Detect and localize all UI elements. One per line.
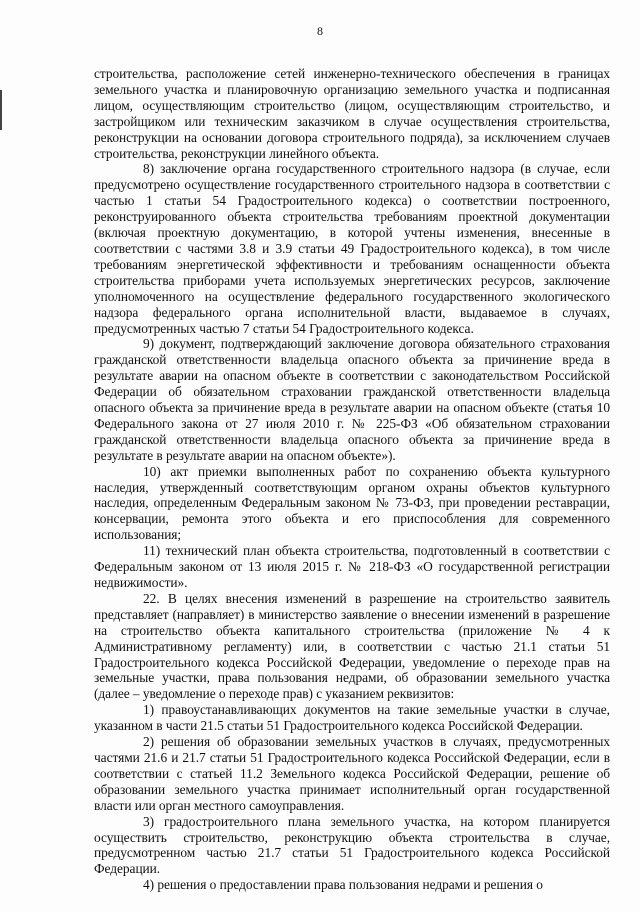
paragraph-section-22: 22. В целях внесения изменений в разрешение на строительство заявитель представляет (направляет) в министерство заявление о внесении изменений в разрешение на строительство объекта капитального строительства (приложение № 4 к Административному регламенту) или, в соответствии с частью 21.1 статьи 51 Градостроительного кодекса Российской Федерации, уведомление о переходе прав на земельные участки, права пользования недрами, об образовании земельного участка (далее – уведомление о переходе прав) с указанием реквизитов: (94, 590, 610, 702)
paragraph-continuation: строительства, расположение сетей инженерно-технического обеспечения в границах земельного участка и планировочную организацию земельного участка и подписанная лицом, осуществляющим строительство (лицом, осуществляющим строительство, и застройщиком или техническим заказчиком в случае осуществления строительства, реконструкции на основании договора строительного подряда), за исключением случаев строительства, реконструкции линейного объекта. (94, 66, 610, 161)
paragraph-subitem-2: 2) решения об образовании земельных участков в случаях, предусмотренных частями 21.6 и 21.7 статьи 51 Градостроительного кодекса Российской Федерации, если в соответствии с статьей 11.2 Земельного кодекса Российской Федерации, решение об образовании земельного участка принимает исполнительный орган государственной власти или орган местного самоуправления. (94, 734, 610, 813)
paragraph-item-8: 8) заключение органа государственного строительного надзора (в случае, если предусмотрено осуществление государственного строительного надзора в соответствии с частью 1 статьи 54 Градостроительного кодекса) о соответствии построенного, реконструированного объекта строительства требованиям проектной документации (включая проектную документацию, в которой учтены изменения, внесенные в соответствии с частями 3.8 и 3.9 статьи 49 Градостроительного кодекса), в том числе требованиям энергетической эффективности и требованиям оснащенности объекта строительства приборами учета используемых энергетических ресурсов, заключение уполномоченного на осуществление федерального государственного экологического надзора федерального органа исполнительной власти, выдаваемое в случаях, предусмотренных частью 7 статьи 54 Градостроительного кодекса. (94, 161, 610, 336)
paragraph-item-11: 11) технический план объекта строительства, подготовленный в соответствии с Федеральным законом от 13 июля 2015 г. № 218-ФЗ «О государственной регистрации недвижимости». (94, 543, 610, 590)
page-number: 8 (317, 24, 323, 38)
paragraph-item-9: 9) документ, подтверждающий заключение договора обязательного страхования гражданской ответственности владельца опасного объекта за причинение вреда в результате аварии на опасном объекте в соответствии с законодательством Российской Федерации об обязательном страховании гражданской ответственности владельца опасного объекта за причинение вреда в результате аварии на опасном объекте (статья 10 Федерального закона от 27 июля 2010 г. № 225-ФЗ «Об обязательном страховании гражданской ответственности владельца опасного объекта за причинение вреда в результате в результате аварии на опасном объекте»). (94, 336, 610, 463)
paragraph-subitem-3: 3) градостроительного плана земельного участка, на котором планируется осуществить строительство, реконструкцию объекта строительства в случае, предусмотренном частью 21.7 статьи 51 Градостроительного кодекса Российской Федерации. (94, 813, 610, 877)
paragraph-item-10: 10) акт приемки выполненных работ по сохранению объекта культурного наследия, утвержденный соответствующим органом охраны объектов культурного наследия, определенным Федеральным законом № 73-ФЗ, при проведении реставрации, консервации, ремонта этого объекта и его приспособления для современного использования; (94, 463, 610, 543)
paragraph-subitem-1: 1) правоустанавливающих документов на такие земельные участки в случае, указанном в части 21.5 статьи 51 Градостроительного кодекса Российской Федерации. (94, 702, 610, 734)
paragraph-subitem-4: 4) решения о предоставлении права пользования недрами и решения о (143, 877, 543, 893)
document-body (94, 66, 610, 893)
scan-edge-mark (0, 90, 2, 130)
